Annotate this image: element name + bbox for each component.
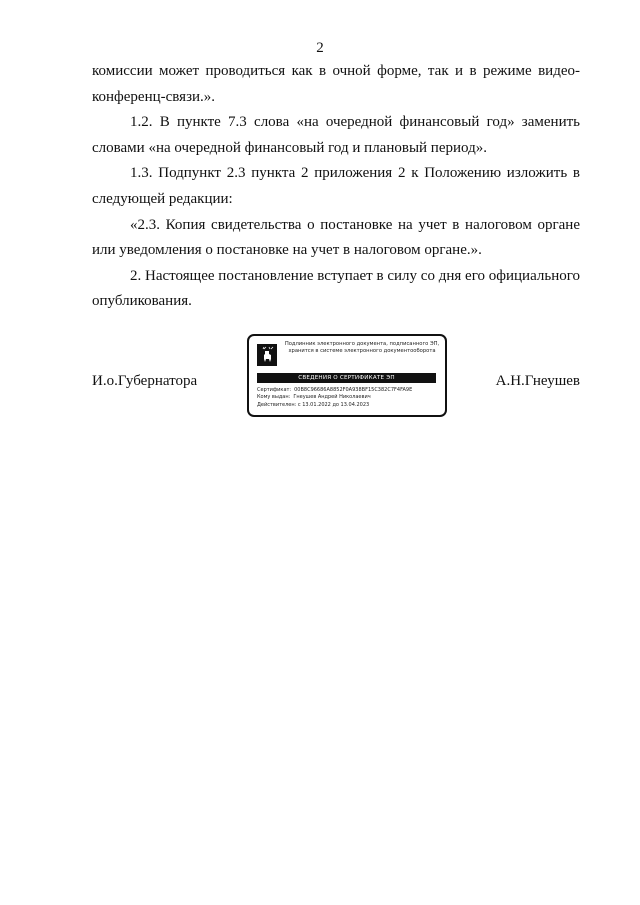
electronic-signature-stamp	[247, 334, 447, 417]
stamp-notice-text: Подлинник электронного документа, подписанного ЭП, хранится в системе электронного документооборота	[284, 341, 440, 354]
stamp-owner-row	[257, 394, 439, 401]
document-body	[92, 59, 580, 315]
paragraph-continuation: комиссии может проводиться как в очной форме, так и в режиме видео-конференц-связи.».	[92, 63, 580, 105]
paragraph-1-3: 1.3. Подпункт 2.3 пункта 2 приложения 2 к Положению изложить в следующей редакции:	[92, 165, 580, 207]
stamp-validity-row: Действителен: с 13.01.2022 до 13.04.2023	[257, 401, 370, 408]
paragraph-quote-2-3: «2.3. Копия свидетельства о постановке на учет в налоговом органе или уведомления о постановке на учет в налоговом органе.».	[92, 216, 580, 259]
signer-name: А.Н.Гнеушев	[495, 373, 580, 389]
page-number: 2	[316, 40, 324, 56]
paragraph-1-2: 1.2. В пункте 7.3 слова «на очередной финансовый год» заменить словами «на очередной финансовый год и плановый период».	[92, 114, 580, 156]
stamp-certificate-value: 00B8C96686A8852F0A938BF15C382C7F4FA9E	[294, 387, 413, 393]
deer-emblem-icon	[257, 344, 277, 366]
stamp-certificate-label: Сертификат:	[257, 387, 292, 393]
signer-title: И.о.Губернатора	[92, 373, 198, 389]
stamp-header-bar: СВЕДЕНИЯ О СЕРТИФИКАТЕ ЭП	[257, 373, 436, 383]
stamp-details	[257, 387, 439, 409]
paragraph-2: 2. Настоящее постановление вступает в силу со дня его официального опубликования.	[92, 267, 580, 310]
stamp-owner-value: Гнеушев Андрей Николаевич	[293, 394, 371, 401]
stamp-owner-label: Кому выдан:	[257, 394, 291, 401]
